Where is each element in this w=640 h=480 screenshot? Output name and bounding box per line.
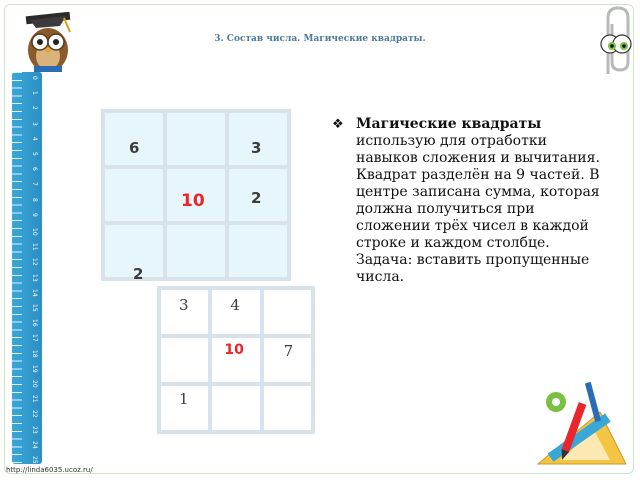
square2-cell-4 xyxy=(159,336,210,384)
square2-cell-6 xyxy=(262,336,313,384)
ruler-number: 5 xyxy=(31,152,38,156)
square2-cell-9 xyxy=(262,384,313,432)
square1-center-sum: 10 xyxy=(181,191,205,211)
paperclip-icon xyxy=(594,4,634,78)
square2-cell-2 xyxy=(210,288,261,336)
square1-number: 6 xyxy=(129,139,140,157)
school-supplies-icon xyxy=(530,372,634,472)
square1-cell-8 xyxy=(165,223,227,279)
ruler-number: 19 xyxy=(31,364,38,373)
ruler-number: 14 xyxy=(31,288,38,297)
ruler-number: 13 xyxy=(31,273,38,282)
square2-cell-7 xyxy=(159,384,210,432)
ruler-number: 0 xyxy=(31,76,38,80)
bullet-marker-icon: ❖ xyxy=(332,117,344,132)
ruler-number: 1 xyxy=(31,91,38,96)
ruler-number: 8 xyxy=(31,197,38,202)
ruler-number: 22 xyxy=(31,410,38,419)
square1-cell-3 xyxy=(227,111,289,167)
square1-cell-5 xyxy=(165,167,227,223)
site-link[interactable]: http://linda6035.ucoz.ru/ xyxy=(6,466,93,474)
ruler-decoration xyxy=(12,72,42,464)
ruler-number: 11 xyxy=(31,243,38,251)
ruler-number: 21 xyxy=(31,395,38,403)
ruler-number: 23 xyxy=(31,425,38,434)
description-bullet xyxy=(334,116,610,286)
ruler-number: 4 xyxy=(31,136,38,141)
bullet-bold-lead: Магические квадраты xyxy=(356,116,542,132)
square2-number: 7 xyxy=(283,342,294,360)
ruler-number: 15 xyxy=(31,304,38,312)
square1-cell-6 xyxy=(227,167,289,223)
ruler-number: 9 xyxy=(31,212,38,217)
square1-cell-4 xyxy=(103,167,165,223)
ruler-ticks xyxy=(12,72,22,464)
owl-icon xyxy=(20,12,76,76)
ruler-number: 16 xyxy=(31,319,38,327)
ruler-number: 3 xyxy=(31,121,38,126)
ruler-number: 20 xyxy=(31,380,38,388)
square2-cell-3 xyxy=(262,288,313,336)
ruler-number: 7 xyxy=(31,182,38,187)
ruler-number: 18 xyxy=(31,349,38,358)
square1-cell-1 xyxy=(103,111,165,167)
bullet-text xyxy=(356,116,610,286)
square2-center-sum: 10 xyxy=(224,342,244,358)
square1-cell-2 xyxy=(165,111,227,167)
bullet-body: использую для отработки навыков сложения и вычитания. Квадрат разделён на 9 частей. В центре записана сумма, которая должна получиться при сложении трёх чисел в каждой строке и каждом столбце. Задача: вставить пропущенные числа. xyxy=(356,133,600,285)
square1-number: 2 xyxy=(251,189,262,207)
ruler-number: 25 xyxy=(31,456,38,464)
square2-number: 4 xyxy=(230,296,240,314)
square1-cell-7 xyxy=(103,223,165,283)
magic-square-1 xyxy=(101,109,291,281)
ruler-number: 2 xyxy=(31,106,38,111)
magic-square-2 xyxy=(157,286,315,434)
square2-cell-1 xyxy=(159,288,210,336)
square2-cell-5 xyxy=(210,336,261,384)
square1-number: 3 xyxy=(251,139,262,157)
square2-cell-8 xyxy=(210,384,261,432)
ruler-number: 24 xyxy=(31,440,38,449)
ruler-number: 6 xyxy=(31,167,38,172)
ruler-number: 17 xyxy=(31,334,38,343)
square1-number: 2 xyxy=(133,265,144,283)
ruler-number: 12 xyxy=(31,258,38,267)
ruler-number: 10 xyxy=(31,228,38,236)
square2-number: 1 xyxy=(179,390,189,408)
slide-title: 3. Состав числа. Магические квадраты. xyxy=(214,34,426,44)
square2-number: 3 xyxy=(179,296,189,314)
square1-cell-9 xyxy=(227,223,289,279)
